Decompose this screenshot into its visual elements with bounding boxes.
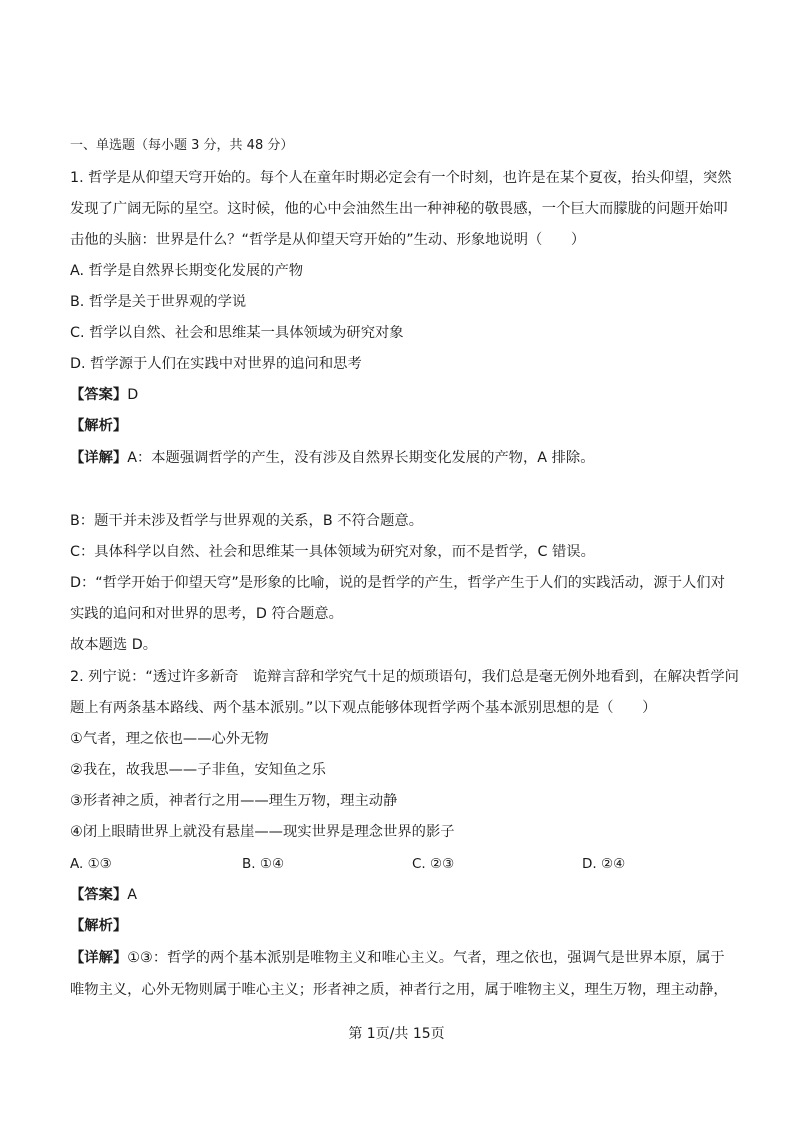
- q2-item: ②我在，故我思——子非鱼，安知鱼之乐: [70, 762, 326, 778]
- q2-detail-line: 唯物主义，心外无物则属于唯心主义；形者神之质，神者行之用，属于唯物主义，理生万物，理主动静，: [70, 982, 728, 998]
- page-footer: 第 1页/共 15页: [348, 1026, 445, 1042]
- q2-analysis-tag: 【解析】: [70, 918, 128, 934]
- q1-detail-d: D：“哲学开始于仰望天穹”是形象的比喻，说的是哲学的产生，哲学产生于人们的实践活动，源于人们对: [70, 575, 725, 591]
- q2-option-c: C. ②③: [412, 856, 455, 872]
- q2-option-d: D. ②④: [582, 856, 626, 872]
- q1-conclusion: 故本题选 D。: [70, 637, 158, 653]
- q1-option-c: C. 哲学以自然、社会和思维某一具体领域为研究对象: [70, 325, 404, 341]
- detail-tag: 【详解】: [70, 450, 128, 466]
- q2-detail-line: [70, 948, 725, 968]
- q1-stem-line: 发现了广阔无际的星空。这时候，他的心中会油然生出一种神秘的敬畏感，一个巨大而朦胧的问题开始叩: [70, 201, 728, 217]
- q2-stem-line: 题上有两条基本路线、两个基本派别。”以下观点能够体现哲学两个基本派别思想的是（ ）: [70, 700, 657, 716]
- q1-stem-line: 击他的头脑：世界是什么？“哲学是从仰望天穹开始的”生动、形象地说明（ ）: [70, 232, 586, 248]
- answer-tag: 【答案】: [70, 387, 128, 403]
- answer-tag: 【答案】: [70, 887, 128, 903]
- q1-detail-c: C：具体科学以自然、社会和思维某一具体领域为研究对象，而不是哲学，C 错误。: [70, 544, 595, 560]
- q2-option-a: A. ①③: [70, 856, 112, 872]
- q1-answer: [70, 385, 138, 405]
- q2-option-b: B. ①④: [242, 856, 285, 872]
- q1-option-d: D. 哲学源于人们在实践中对世界的追问和思考: [70, 356, 362, 372]
- detail-text: A：本题强调哲学的产生，没有涉及自然界长期变化发展的产物，A 排除。: [127, 450, 595, 466]
- answer-value: A: [127, 887, 137, 903]
- q1-option-b: B. 哲学是关于世界观的学说: [70, 294, 247, 310]
- answer-value: D: [127, 387, 139, 403]
- q1-stem-line: 1. 哲学是从仰望天穹开始的。每个人在童年时期必定会有一个时刻，也许是在某个夏夜，抬头仰望，突然: [70, 170, 732, 186]
- q1-detail-b: B：题干并未涉及哲学与世界观的关系，B 不符合题意。: [70, 513, 423, 529]
- q2-item: ③形者神之质，神者行之用——理生万物，理主动静: [70, 793, 398, 809]
- detail-tag: 【详解】: [70, 950, 128, 966]
- q2-item: ④闭上眼睛世界上就没有悬崖——现实世界是理念世界的影子: [70, 824, 455, 840]
- q1-option-a: A. 哲学是自然界长期变化发展的产物: [70, 263, 304, 279]
- q2-item: ①气者，理之依也——心外无物: [70, 731, 269, 747]
- q1-detail-d: 实践的追问和对世界的思考，D 符合题意。: [70, 606, 343, 622]
- q2-answer: [70, 885, 137, 905]
- detail-text: ①③：哲学的两个基本派别是唯物主义和唯心主义。气者，理之依也，强调气是世界本原，属于: [127, 950, 725, 966]
- section-title: 一、单选题（每小题 3 分，共 48 分）: [70, 138, 294, 153]
- q1-detail-a: [70, 448, 595, 468]
- q1-analysis-tag: 【解析】: [70, 418, 128, 434]
- q2-stem-line: 2. 列宁说：“透过许多新奇 诡辩言辞和学究气十足的烦琐语句，我们总是毫无例外地看到，在解决哲学问: [70, 669, 739, 685]
